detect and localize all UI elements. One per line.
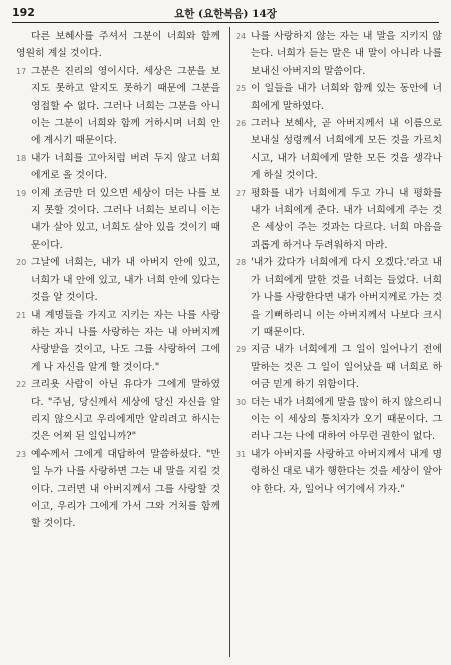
verse [16,254,220,306]
right-column [236,28,442,498]
verse-text: 지금 내가 너희에게 그 일이 일어나기 전에 말하는 것은 그 일이 일어났을 때 너희로 하여금 믿게 하기 위함이다. [251,344,442,391]
verse [236,446,442,498]
page-header [12,6,439,23]
verse-number: 17 [16,66,27,76]
verse-number: 27 [236,188,247,198]
verse-text: '내가 갔다가 너희에게 다시 오겠다.'라고 내가 너희에게 말한 것을 너희는 들었다. 너희가 나를 사랑한다면 내가 아버지께로 가는 것을 기뻐하리니 이는 아버지께서 나보다 크시기 때문이다. [251,257,442,338]
verse [16,185,220,255]
verse-number: 18 [16,153,27,163]
verse [16,28,220,63]
column-divider [229,27,230,657]
verse [236,115,442,185]
verse [236,185,442,255]
verse-number: 30 [236,397,247,407]
left-column [16,28,220,533]
verse-number: 24 [236,32,247,41]
page-number: 192 [12,6,35,19]
verse-text: 그날에 너희는, 내가 내 아버지 안에 있고, 너희가 내 안에 있고, 내가 너희 안에 있다는 것을 알 것이다. [31,257,220,304]
verse-text: 이제 조금만 더 있으면 세상이 더는 나를 보지 못할 것이다. 그러나 너희는 보리니 이는 내가 살아 있고, 너희도 살아 있을 것이기 때문이다. [31,187,220,251]
verse-text: 그러나 보혜사, 곧 아버지께서 내 이름으로 보내실 성령께서 너희에게 모든 것을 가르치시고, 내가 너희에게 말한 모든 것을 생각나게 하실 것이다. [251,118,442,182]
verse-number: 26 [236,119,247,129]
verse [236,341,442,393]
verse-number: 20 [16,258,27,268]
verse [16,376,220,446]
verse [236,394,442,446]
verse-number: 25 [236,84,247,94]
verse-text: 내가 아버지를 사랑하고 아버지께서 내게 명령하신 대로 내가 행한다는 것을 세상이 알아야 한다. 자, 일어나 여기에서 가자." [251,448,442,495]
verse-text: 내가 너희를 고아처럼 버려 두지 않고 너희에게로 올 것이다. [31,152,220,182]
verse-number: 23 [16,449,27,459]
verse-text: 그분은 진리의 영이시다. 세상은 그분을 보지도 못하고 알지도 못하기 때문에 그분을 영접할 수 없다. 그러나 너희는 그분을 아니 이는 그분이 너희와 함께 거하시며 너희 안에 계시기 때문이다. [31,65,220,147]
verse [236,80,442,115]
verse-number: 31 [236,449,247,459]
verse-number: 28 [236,258,247,268]
verse [236,254,442,341]
verse-text: 크리욧 사람이 아닌 유다가 그에게 말하였다. "주님, 당신께서 세상에 당신 자신을 알리지 않으시고 우리에게만 알리려고 하시는 것은 어찌 된 일입니까?" [31,379,220,443]
verse-text: 더는 내가 너희에게 말을 많이 하지 않으리니 이는 이 세상의 통치자가 오기 때문이다. 그러나 그는 나에 대하여 아무런 권한이 없다. [251,396,442,443]
verse-number: 19 [16,188,27,198]
verse-text: 다른 보혜사를 주셔서 그분이 너희와 함께 영원히 계실 것이다. [16,31,220,60]
verse-text: 이 일들을 내가 너희와 함께 있는 동안에 너희에게 말하였다. [251,83,442,112]
running-title: 요한 (요한복음) 14장 [174,8,277,20]
verse [236,28,442,80]
verse [16,63,220,150]
verse-text: 평화를 내가 너희에게 두고 가니 내 평화를 내가 너희에게 준다. 내가 너희에게 주는 것은 세상이 주는 것과는 다르다. 너희 마음을 괴롭게 하거나 두려워하지 마라. [251,187,442,251]
verse [16,150,220,185]
verse [16,307,220,377]
verse-number: 22 [16,380,27,390]
verse-text: 예수께서 그에게 대답하여 말씀하셨다. "만일 누가 나를 사랑하면 그는 내 말을 지킬 것이다. 그러면 내 아버지께서 그를 사랑할 것이고, 우리가 그에게 가서 그와 거처를 함께 할 것이다. [31,448,220,530]
verse-number: 29 [236,345,247,355]
verse-text: 나를 사랑하지 않는 자는 내 말을 지키지 않는다. 너희가 듣는 말은 내 말이 아니라 나를 보내신 아버지의 말씀이다. [251,31,442,77]
verse [16,446,220,533]
verse-number: 21 [16,310,27,320]
verse-text: 내 계명들을 가지고 지키는 자는 나를 사랑하는 자니 나를 사랑하는 자는 내 아버지께 사랑받을 것이고, 나도 그를 사랑하여 그에게 나 자신을 알게 할 것이다." [31,309,220,373]
